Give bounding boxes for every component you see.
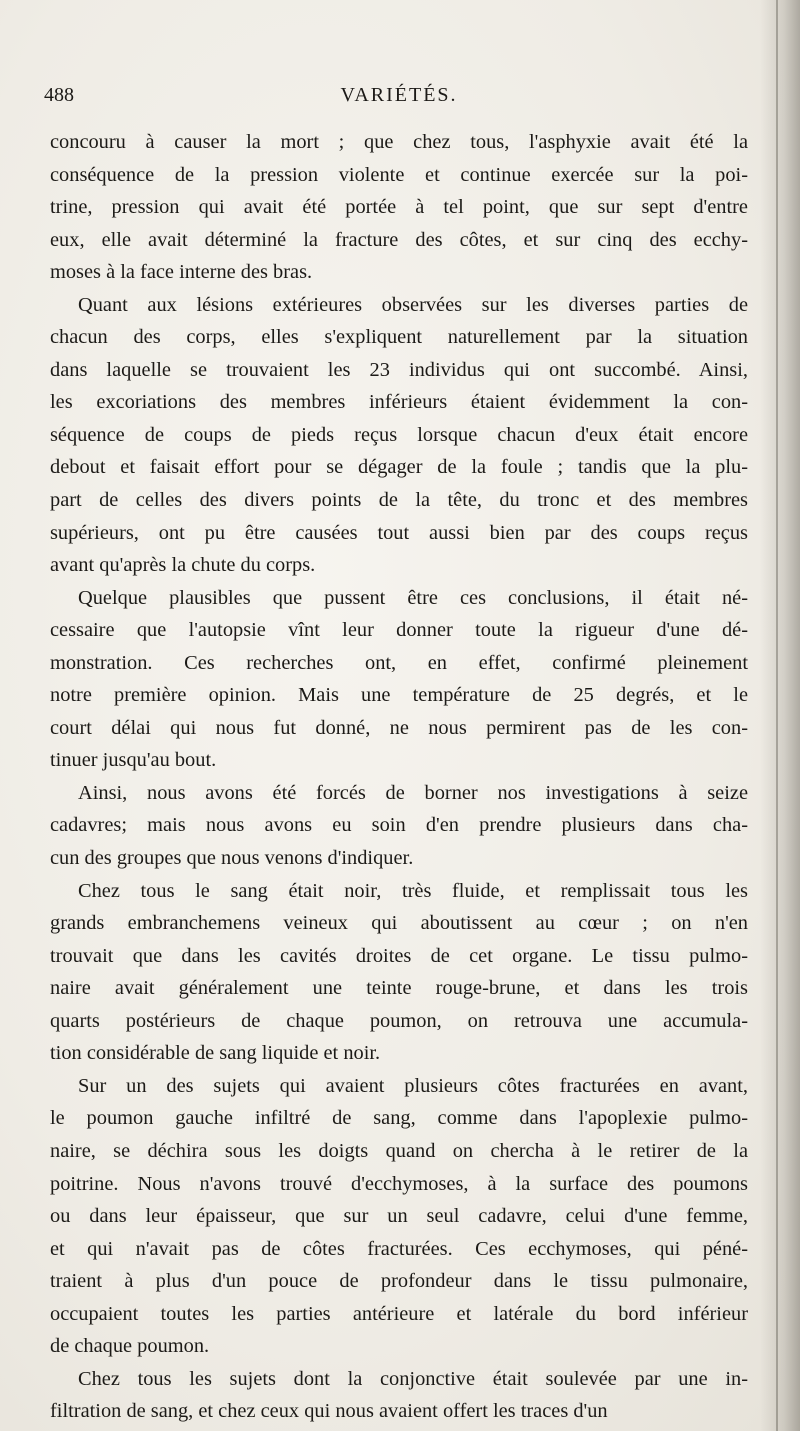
text-line: Quant aux lésions extérieures observées sur les diverses parties de	[78, 293, 748, 316]
text-line: filtration de sang, et chez ceux qui nous avaient offert les traces d'un	[50, 1400, 608, 1423]
text-line: notre première opinion. Mais une température de 25 degrés, et le	[50, 684, 748, 707]
text-line: poitrine. Nous n'avons trouvé d'ecchymoses, à la surface des poumons	[50, 1172, 748, 1195]
paragraph	[50, 1363, 748, 1428]
text-line: traient à plus d'un pouce de profondeur dans le tissu pulmonaire,	[50, 1270, 748, 1293]
text-line: dans laquelle se trouvaient les 23 individus qui ont succombé. Ainsi,	[50, 358, 748, 381]
text-line: concouru à causer la mort ; que chez tous, l'asphyxie avait été la	[50, 131, 748, 153]
text-line: supérieurs, ont pu être causées tout aussi bien par des coups reçus	[50, 521, 748, 544]
paragraph	[50, 289, 748, 582]
page-header	[44, 84, 754, 114]
text-line: tinuer jusqu'au bout.	[50, 749, 217, 772]
text-line: occupaient toutes les parties antérieure et latérale du bord inférieur	[50, 1302, 748, 1325]
text-line: monstration. Ces recherches ont, en effet, confirmé pleinement	[50, 651, 748, 674]
paragraph	[50, 126, 748, 289]
text-line: conséquence de la pression violente et continue exercée sur la poi-	[50, 163, 748, 186]
text-line: tion considérable de sang liquide et noir.	[50, 1042, 381, 1065]
paragraph	[50, 777, 748, 875]
text-line: Chez tous les sujets dont la conjonctive était soulevée par une in-	[78, 1367, 748, 1390]
text-line: de chaque poumon.	[50, 1335, 210, 1358]
running-head: VARIÉTÉS.	[340, 84, 458, 106]
text-line: Quelque plausibles que pussent être ces conclusions, il était né-	[78, 586, 748, 609]
text-line: ou dans leur épaisseur, que sur un seul cadavre, celui d'une femme,	[50, 1205, 748, 1228]
page-number: 488	[44, 84, 74, 106]
text-line: cun des groupes que nous venons d'indiquer.	[50, 847, 414, 870]
text-line: court délai qui nous fut donné, ne nous permirent pas de les con-	[50, 716, 748, 739]
body-text	[50, 126, 748, 1428]
page-fold-line	[776, 0, 778, 1431]
page-edge-shadow	[760, 0, 800, 1431]
text-line: cessaire que l'autopsie vînt leur donner toute la rigueur d'une dé-	[50, 619, 748, 642]
text-line: les excoriations des membres inférieurs étaient évidemment la con-	[50, 391, 748, 414]
text-line: avant qu'après la chute du corps.	[50, 554, 316, 577]
text-line: le poumon gauche infiltré de sang, comme dans l'apoplexie pulmo-	[50, 1107, 748, 1130]
text-line: naire avait généralement une teinte rouge-brune, et dans les trois	[50, 977, 748, 1000]
text-line: grands embranchemens veineux qui aboutissent au cœur ; on n'en	[50, 912, 748, 935]
text-line: trouvait que dans les cavités droites de cet organe. Le tissu pulmo-	[50, 944, 748, 967]
text-line: chacun des corps, elles s'expliquent naturellement par la situation	[50, 326, 748, 349]
text-line: cadavres; mais nous avons eu soin d'en prendre plusieurs dans cha-	[50, 814, 748, 837]
text-line: trine, pression qui avait été portée à tel point, que sur sept d'entre	[50, 196, 748, 219]
text-line: Ainsi, nous avons été forcés de borner nos investigations à seize	[78, 781, 748, 804]
text-line: Sur un des sujets qui avaient plusieurs côtes fracturées en avant,	[78, 1074, 748, 1097]
text-line: moses à la face interne des bras.	[50, 261, 313, 284]
text-line: naire, se déchira sous les doigts quand on chercha à le retirer de la	[50, 1139, 748, 1162]
text-line: eux, elle avait déterminé la fracture des côtes, et sur cinq des ecchy-	[50, 228, 748, 251]
text-line: et qui n'avait pas de côtes fracturées. Ces ecchymoses, qui péné-	[50, 1237, 748, 1260]
text-line: Chez tous le sang était noir, très fluide, et remplissait tous les	[78, 879, 748, 902]
text-line: quarts postérieurs de chaque poumon, on retrouva une accumula-	[50, 1009, 748, 1032]
text-line: debout et faisait effort pour se dégager de la foule ; tandis que la plu-	[50, 456, 748, 479]
text-line: séquence de coups de pieds reçus lorsque chacun d'eux était encore	[50, 423, 748, 446]
text-line: part de celles des divers points de la tête, du tronc et des membres	[50, 489, 748, 512]
paragraph	[50, 1070, 748, 1363]
paragraph	[50, 875, 748, 1070]
paragraph	[50, 582, 748, 777]
